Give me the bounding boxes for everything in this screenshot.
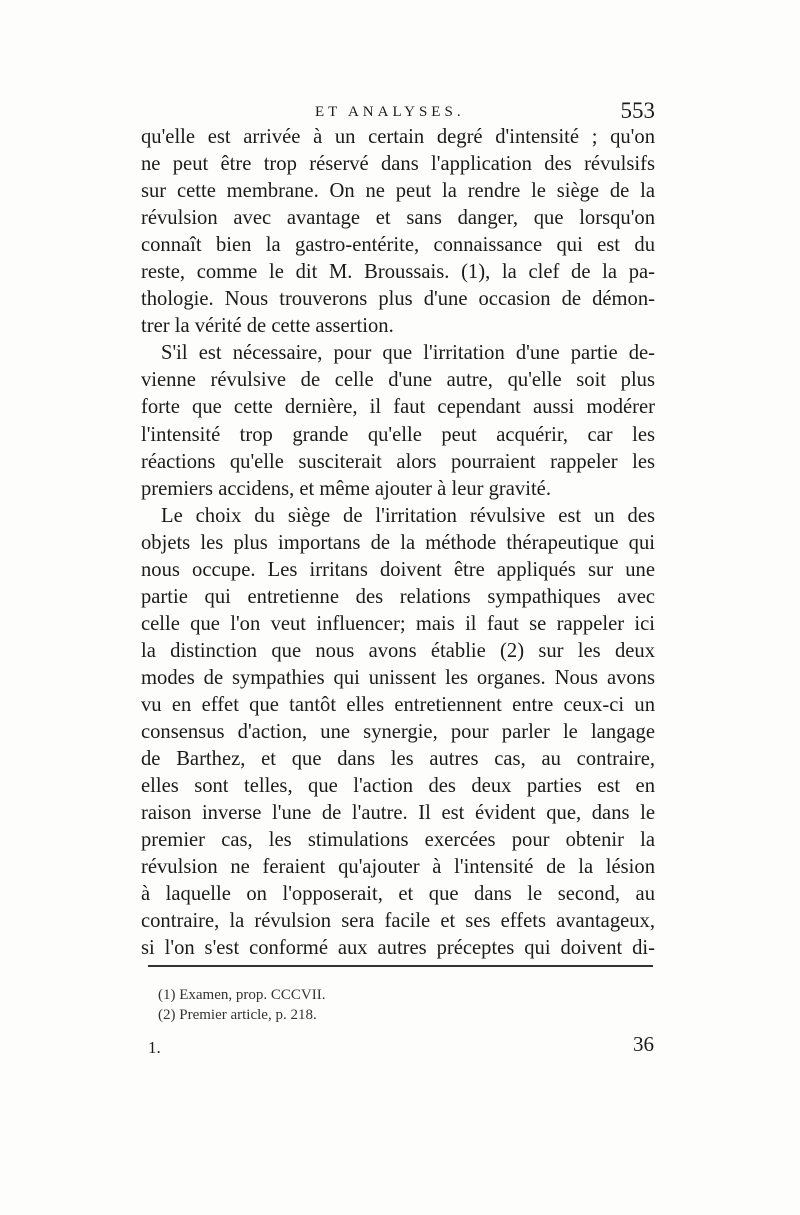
sheet-number: 36 [633, 1032, 654, 1056]
footnote: (1) Examen, prop. CCCVII. [158, 987, 326, 1003]
text-line: révulsion ne feraient qu'ajouter à l'intensité de la lésion [141, 856, 655, 879]
text-line: elles sont telles, que l'action des deux parties est en [141, 775, 655, 798]
text-line: thologie. Nous trouverons plus d'une occasion de démon- [141, 288, 655, 311]
footnote-rule [148, 965, 653, 967]
text-line: raison inverse l'une de l'autre. Il est évident que, dans le [141, 802, 655, 825]
text-line: à laquelle on l'opposerait, et que dans le second, au [141, 883, 655, 906]
text-line: premier cas, les stimulations exercées pour obtenir la [141, 829, 655, 852]
text-line: connaît bien la gastro-entérite, connaissance qui est du [141, 234, 655, 257]
text-line: trer la vérité de cette assertion. [141, 315, 394, 338]
text-line: contraire, la révulsion sera facile et ses effets avantageux, [141, 910, 655, 933]
text-line: vu en effet que tantôt elles entretiennent entre ceux-ci un [141, 693, 655, 716]
text-line: l'intensité trop grande qu'elle peut acquérir, car les [141, 423, 655, 446]
body-text [141, 124, 655, 962]
text-line: vienne révulsive de celle d'une autre, qu'elle soit plus [141, 369, 655, 392]
text-line: objets les plus importans de la méthode thérapeutique qui [141, 531, 655, 554]
text-line: reste, comme le dit M. Broussais. (1), la clef de la pa- [141, 261, 655, 284]
text-line: Le choix du siège de l'irritation révulsive est un des [161, 504, 655, 527]
running-title: ET ANALYSES. [315, 104, 465, 120]
text-line: consensus d'action, une synergie, pour parler le langage [141, 721, 655, 744]
text-line: qu'elle est arrivée à un certain degré d'intensité ; qu'on [141, 126, 655, 148]
signature-mark: 1. [148, 1038, 161, 1057]
footnotes [158, 985, 653, 1025]
text-line: premiers accidens, et même ajouter à leur gravité. [141, 477, 551, 500]
text-line: ne peut être trop réservé dans l'application des révulsifs [141, 153, 655, 176]
text-line: partie qui entretienne des relations sympathiques avec [141, 585, 655, 608]
footnote: (2) Premier article, p. 218. [158, 1007, 317, 1023]
text-line: révulsion avec avantage et sans danger, que lorsqu'on [141, 207, 655, 230]
text-line: de Barthez, et que dans les autres cas, au contraire, [141, 748, 655, 771]
text-line: si l'on s'est conformé aux autres préceptes qui doivent di- [141, 937, 655, 960]
text-line: modes de sympathies qui unissent les organes. Nous avons [141, 666, 655, 689]
text-line: forte que cette dernière, il faut cependant aussi modérer [141, 396, 655, 419]
text-line: la distinction que nous avons établie (2) sur les deux [141, 639, 655, 662]
page-number: 553 [620, 98, 655, 123]
text-line: celle que l'on veut influencer; mais il faut se rappeler ici [141, 612, 655, 635]
text-line: nous occupe. Les irritans doivent être appliqués sur une [141, 558, 655, 581]
text-line: S'il est nécessaire, pour que l'irritation d'une partie de- [161, 342, 655, 365]
text-line: sur cette membrane. On ne peut la rendre le siège de la [141, 180, 655, 203]
text-line: réactions qu'elle susciterait alors pourraient rappeler les [141, 450, 655, 473]
